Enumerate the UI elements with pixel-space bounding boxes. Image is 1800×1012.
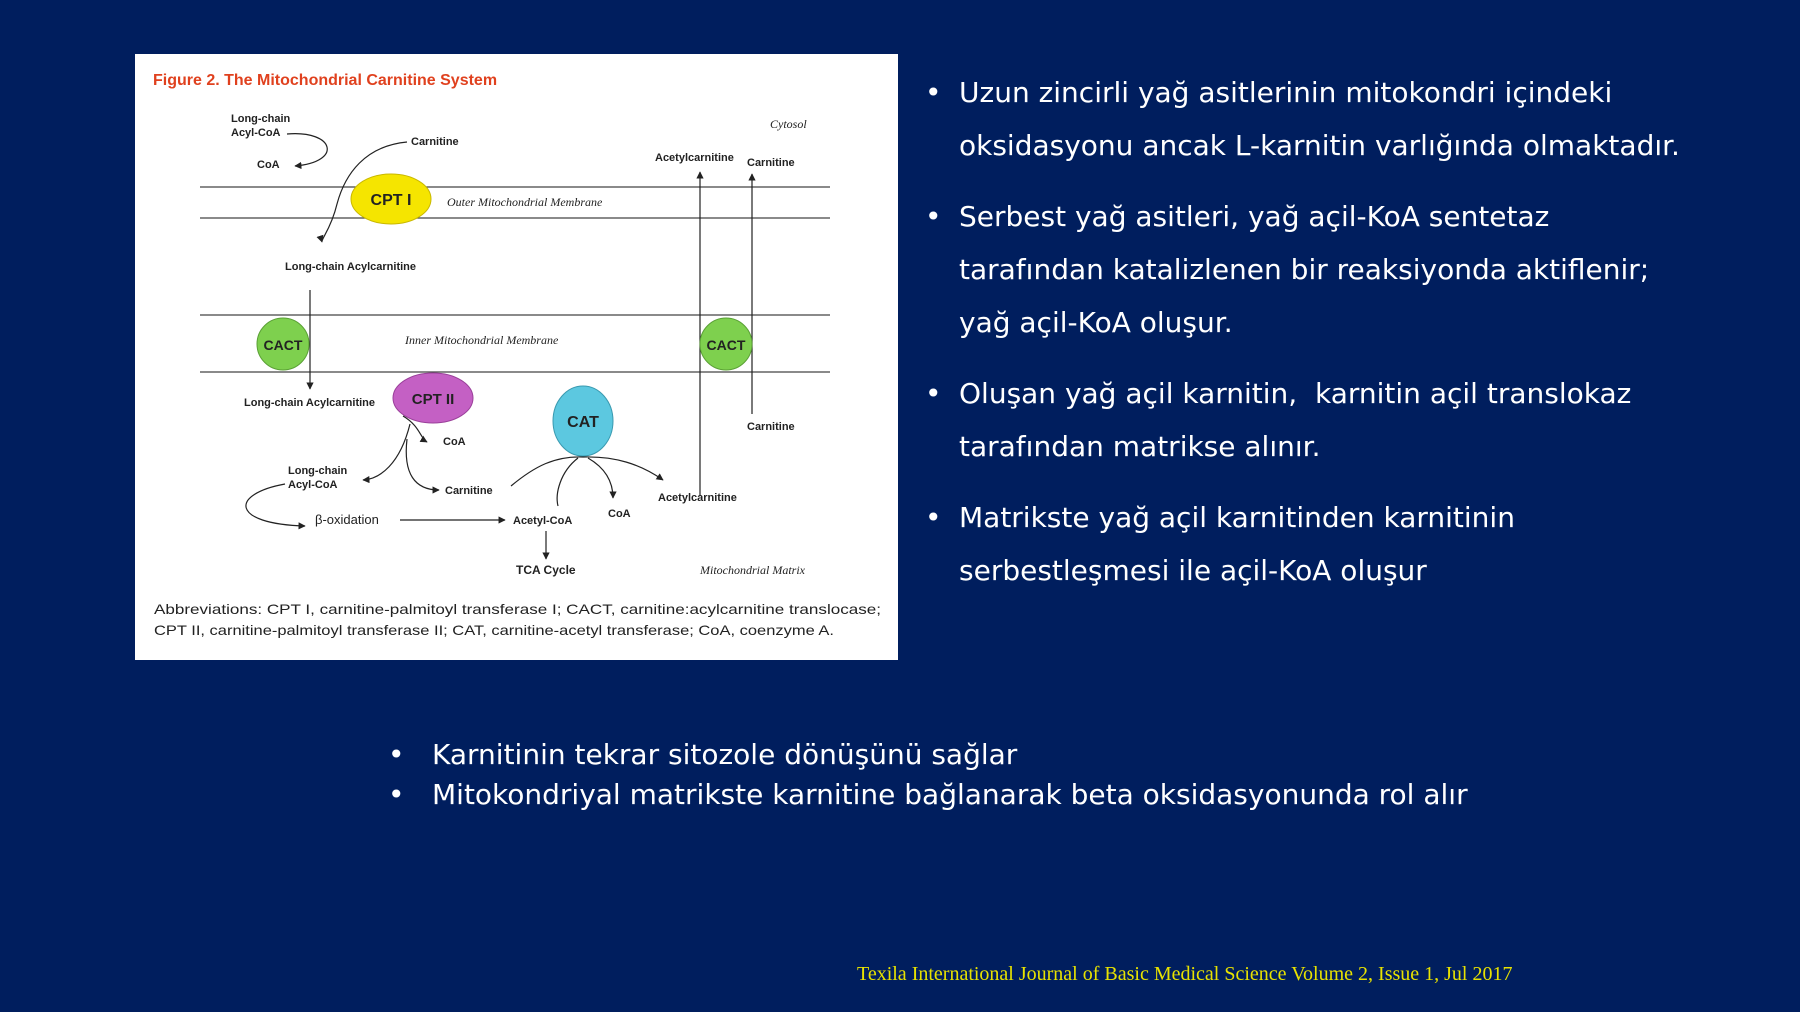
source-citation: Texila International Journal of Basic Medical Science Volume 2, Issue 1, Jul 2017 bbox=[857, 963, 1513, 985]
bullet-text: Karnitinin tekrar sitozole dönüşünü sağlar bbox=[432, 738, 1018, 771]
bullet-marker: • bbox=[388, 778, 405, 811]
bottom-bullet-list bbox=[388, 735, 1688, 815]
cat-right-curve bbox=[583, 457, 663, 480]
right-bullet-list bbox=[925, 66, 1785, 615]
carnitine-system-diagram bbox=[135, 54, 898, 660]
bullet-line: serbestleşmesi ile açil-KoA oluşur bbox=[959, 554, 1427, 587]
mitochondrial-carnitine-figure bbox=[135, 54, 898, 660]
carnitine-label-right-top: Carnitine bbox=[747, 157, 795, 169]
carnitine-label-low: Carnitine bbox=[445, 485, 493, 497]
long-chain-acyl-coa-label-low-l1: Long-chain bbox=[288, 465, 348, 477]
figure-title: Figure 2. The Mitochondrial Carnitine System bbox=[153, 72, 498, 89]
abbreviations-line-2: CPT II, carnitine-palmitoyl transferase II; CAT, carnitine-acetyl transferase; CoA, coenzyme A. bbox=[154, 622, 834, 638]
bullet-marker: • bbox=[925, 377, 942, 410]
abbreviations-line-1: Abbreviations: CPT I, carnitine-palmitoyl transferase I; CACT, carnitine:acylcarnitine translocase; bbox=[154, 601, 881, 617]
bullet-line: tarafından katalizlenen bir reaksiyonda aktiflenir; bbox=[959, 253, 1650, 286]
bullet-marker: • bbox=[388, 738, 405, 771]
coa-cat-label: CoA bbox=[608, 508, 631, 520]
cpt2-carnitine-curve bbox=[406, 439, 439, 490]
cytosol-label: Cytosol bbox=[770, 117, 807, 131]
acetylcarnitine-label-top: Acetylcarnitine bbox=[655, 152, 734, 164]
matrix-label: Mitochondrial Matrix bbox=[700, 563, 805, 577]
bullet-line: Matrikste yağ açil karnitinden karnitinin bbox=[959, 501, 1515, 534]
cat-label: CAT bbox=[567, 414, 599, 431]
bullet-line: tarafından matrikse alınır. bbox=[959, 430, 1321, 463]
bullet-text: Mitokondriyal matrikste karnitine bağlanarak beta oksidasyonunda rol alır bbox=[432, 778, 1468, 811]
cat-acetyl-coa-curve bbox=[557, 458, 578, 506]
bullet-line: Uzun zincirli yağ asitlerinin mitokondri içindeki bbox=[959, 76, 1613, 109]
long-chain-acylcarnitine-label-low: Long-chain Acylcarnitine bbox=[244, 397, 376, 409]
carnitine-label-right-low: Carnitine bbox=[747, 421, 795, 433]
bottom-bullet-item bbox=[388, 735, 1688, 775]
acetylcarnitine-label-low: Acetylcarnitine bbox=[658, 492, 737, 504]
cat-left-curve bbox=[511, 457, 583, 486]
bullet-line: Oluşan yağ açil karnitin, karnitin açil translokaz bbox=[959, 377, 1632, 410]
cat-coa-curve bbox=[588, 458, 613, 498]
acetyl-coa-label: Acetyl-CoA bbox=[513, 515, 573, 527]
bullet-line: yağ açil-KoA oluşur. bbox=[959, 306, 1233, 339]
outer-membrane-label: Outer Mitochondrial Membrane bbox=[447, 195, 603, 209]
bullet-marker: • bbox=[925, 200, 942, 233]
long-chain-acylcarnitine-label-mid: Long-chain Acylcarnitine bbox=[285, 261, 417, 273]
acyl-coa-curve-arrow bbox=[287, 134, 327, 166]
coa-label-mid: CoA bbox=[443, 436, 466, 448]
bullet-marker: • bbox=[925, 501, 942, 534]
long-chain-acyl-coa-label-top-l1: Long-chain bbox=[231, 113, 291, 125]
bullet-line: Serbest yağ asitleri, yağ açil-KoA sentetaz bbox=[959, 200, 1550, 233]
right-bullet-item bbox=[925, 66, 1785, 172]
cact-left-label: CACT bbox=[263, 337, 303, 353]
long-chain-acyl-coa-label-top-l2: Acyl-CoA bbox=[231, 127, 281, 139]
tca-cycle-label: TCA Cycle bbox=[516, 563, 576, 577]
cpt2-label: CPT II bbox=[411, 391, 455, 408]
right-bullet-item bbox=[925, 491, 1785, 597]
coa-label-top: CoA bbox=[257, 159, 280, 171]
bullet-marker: • bbox=[925, 76, 942, 109]
cpt1-label: CPT I bbox=[370, 192, 412, 209]
cact-right-label: CACT bbox=[706, 337, 746, 353]
beta-oxidation-label: β-oxidation bbox=[315, 512, 379, 527]
right-bullet-item bbox=[925, 190, 1785, 349]
carnitine-label-top: Carnitine bbox=[411, 136, 459, 148]
long-chain-acyl-coa-label-low-l2: Acyl-CoA bbox=[288, 479, 338, 491]
right-bullet-item bbox=[925, 367, 1785, 473]
bottom-bullet-item bbox=[388, 775, 1688, 815]
bullet-line: oksidasyonu ancak L-karnitin varlığında olmaktadır. bbox=[959, 129, 1680, 162]
inner-membrane-label: Inner Mitochondrial Membrane bbox=[405, 333, 559, 347]
cpt2-split-curve bbox=[363, 424, 410, 480]
